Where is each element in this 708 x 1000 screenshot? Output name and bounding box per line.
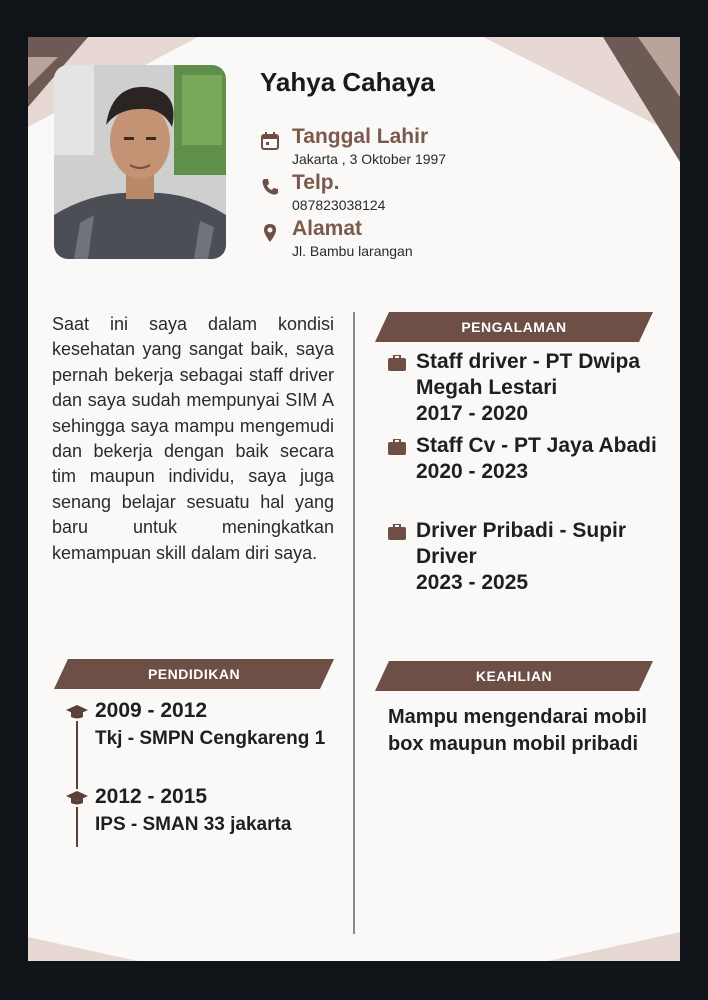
experience-years: 2023 - 2025	[416, 571, 529, 594]
briefcase-icon	[388, 439, 406, 455]
education-timeline-line	[76, 713, 78, 847]
contact-value: 087823038124	[292, 197, 386, 213]
experience-title: Staff Cv - PT Jaya Abadi 2020 - 2023	[416, 434, 657, 483]
experience-heading-banner	[375, 312, 653, 342]
contact-value: Jl. Bambu larangan	[292, 243, 413, 259]
education-school: Tkj - SMPN Cengkareng 1	[95, 728, 326, 749]
experience-years: 2017 - 2020	[416, 402, 529, 425]
contact-label: Telp.	[292, 171, 340, 194]
calendar-icon	[260, 131, 280, 151]
contact-value: Jakarta , 3 Oktober 1997	[292, 151, 447, 167]
graduation-cap-icon	[66, 703, 88, 721]
briefcase-icon	[388, 524, 406, 540]
experience-title: Driver Pribadi - Supir Driver 2023 - 2025	[416, 519, 627, 594]
location-pin-icon	[260, 223, 280, 243]
person-name: Yahya Cahaya	[260, 67, 435, 97]
skills-heading-banner	[375, 661, 653, 691]
profile-photo	[54, 65, 226, 259]
briefcase-icon	[388, 355, 406, 371]
experience-title: Staff driver - PT Dwipa Megah Lestari 2017 - 2020	[416, 350, 641, 425]
contact-label: Alamat	[292, 217, 363, 240]
experience-years: 2020 - 2023	[416, 460, 529, 483]
graduation-cap-icon	[66, 789, 88, 807]
education-school: IPS - SMAN 33 jakarta	[95, 814, 292, 835]
resume-page	[28, 37, 680, 961]
skills-heading: KEAHLIAN	[475, 668, 553, 684]
skills-text: Mampu mengendarai mobil box maupun mobil pribadi	[388, 706, 647, 755]
phone-icon	[260, 177, 280, 197]
education-heading-banner	[54, 659, 334, 689]
education-years: 2012 - 2015	[95, 785, 208, 808]
education-years: 2009 - 2012	[95, 699, 208, 722]
profile-summary: Saat ini saya dalam kondisi kesehatan yang sangat baik, saya pernah bekerja sebagai staff driver dan saya sudah mempunyai SIM A sehingga saya mampu mengemudi dan bekerja dengan baik secara tim maupun individu, saya juga senang belajar sesuatu hal yang baru untuk meningkatkan kemampuan skill dalam diri saya.	[52, 314, 334, 563]
experience-heading: PENGALAMAN	[461, 319, 567, 335]
education-heading: PENDIDIKAN	[147, 666, 241, 682]
column-divider	[353, 312, 355, 934]
contact-label: Tanggal Lahir	[292, 125, 429, 148]
